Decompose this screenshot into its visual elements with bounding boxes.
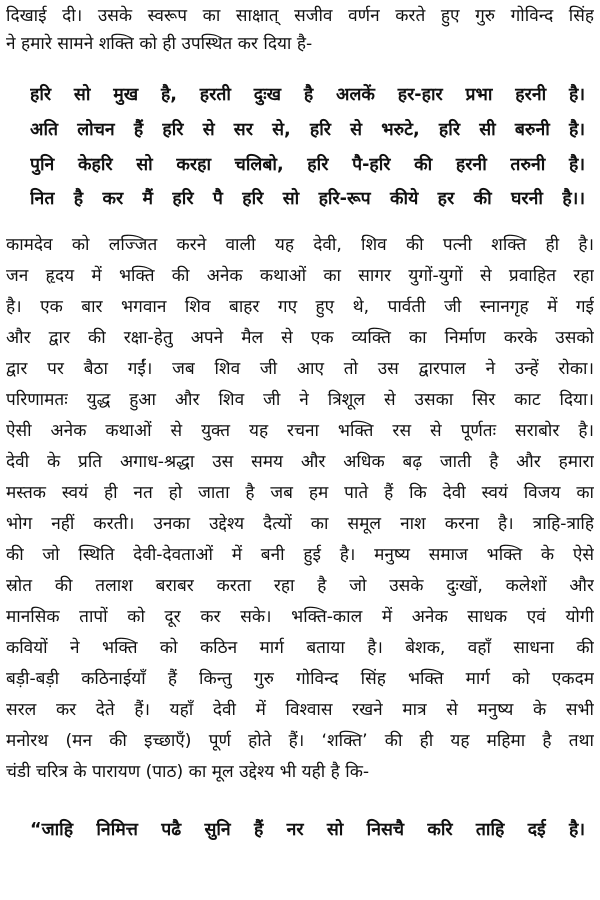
text-line: देवी के प्रति अगाध-श्रद्धा उस समय और अधिक बढ़ जाती है और हमारा: [6, 452, 594, 472]
text-line: स्रोत की तलाश बराबर करता रहा है जो उसके दुःखों, कलेशों और: [6, 576, 594, 596]
verse-line: पुनि केहरि सो करहा चलिबो, हरि पै-हरि की हरनी तरुनी है।: [30, 155, 585, 175]
text-line: की जो स्थिति देवी-देवताओं में बनी हुई है। मनुष्य समाज भक्ति के ऐसे: [6, 545, 594, 565]
text-line: परिणामतः युद्ध हुआ और शिव जी ने त्रिशूल से उसका सिर काट दिया।: [6, 390, 594, 410]
verse-line: हरि सो मुख है, हरती दुःख है अलकें हर-हार प्रभा हरनी है।: [30, 85, 585, 105]
closing-quote: “जाहि निमित्त पढै सुनि हैं नर सो निसचै करि ताहि दई है।: [30, 820, 585, 840]
verse-line: अति लोचन हैं हरि से सर से, हरि से भरुटे, हरि सी बरुनी है।: [30, 120, 585, 140]
text-line: जन हृदय में भक्ति की अनेक कथाओं का सागर युगों-युगों से प्रवाहित रहा: [6, 266, 594, 286]
text-line: कवियों ने भक्ति को कठिन मार्ग बताया है। बेशक, वहाँ साधना की: [6, 638, 594, 658]
text-line: दिखाई दी। उसके स्वरूप का साक्षात् सजीव वर्णन करते हुए गुरु गोविन्द सिंह: [6, 6, 594, 26]
text-line: ने हमारे सामने शक्ति को ही उपस्थित कर दिया है-: [6, 34, 313, 54]
text-line: मस्तक स्वयं ही नत हो जाता है जब हम पाते हैं कि देवी स्वयं विजय का: [6, 483, 594, 503]
text-line: भोग नहीं करती। उनका उद्देश्य दैत्यों का समूल नाश करना है। त्राहि-त्राहि: [6, 514, 594, 534]
text-line: द्वार पर बैठा गईं। जब शिव जी आए तो उस द्वारपाल ने उन्हें रोका।: [6, 359, 594, 379]
text-line: मानसिक तापों को दूर कर सके। भक्ति-काल में अनेक साधक एवं योगी: [6, 607, 594, 627]
text-line: बड़ी-बड़ी कठिनाईयाँ हैं किन्तु गुरु गोविन्द सिंह भक्ति मार्ग को एकदम: [6, 669, 594, 689]
text-line: चंडी चरित्र के पारायण (पाठ) का मूल उद्देश्य भी यही है कि-: [6, 762, 370, 782]
text-line: ऐसी अनेक कथाओं से युक्त यह रचना भक्ति रस से पूर्णतः सराबोर है।: [6, 421, 594, 441]
text-line: सरल कर देते हैं। यहाँ देवी में विश्वास रखने मात्र से मनुष्य के सभी: [6, 700, 594, 720]
text-line: कामदेव को लज्जित करने वाली यह देवी, शिव की पत्नी शक्ति ही है।: [6, 235, 594, 255]
verse-line: नित है कर मैं हरि पै हरि सो हरि-रूप कीये हर की घरनी है।।: [30, 189, 585, 209]
text-line: और द्वार की रक्षा-हेतु अपने मैल से एक व्यक्ति का निर्माण करके उसको: [6, 328, 594, 348]
text-line: मनोरथ (मन की इच्छाएँ) पूर्ण होते हैं। ‘शक्ति’ की ही यह महिमा है तथा: [6, 731, 594, 751]
text-line: है। एक बार भगवान शिव बाहर गए हुए थे, पार्वती जी स्नानगृह में गई: [6, 297, 594, 317]
